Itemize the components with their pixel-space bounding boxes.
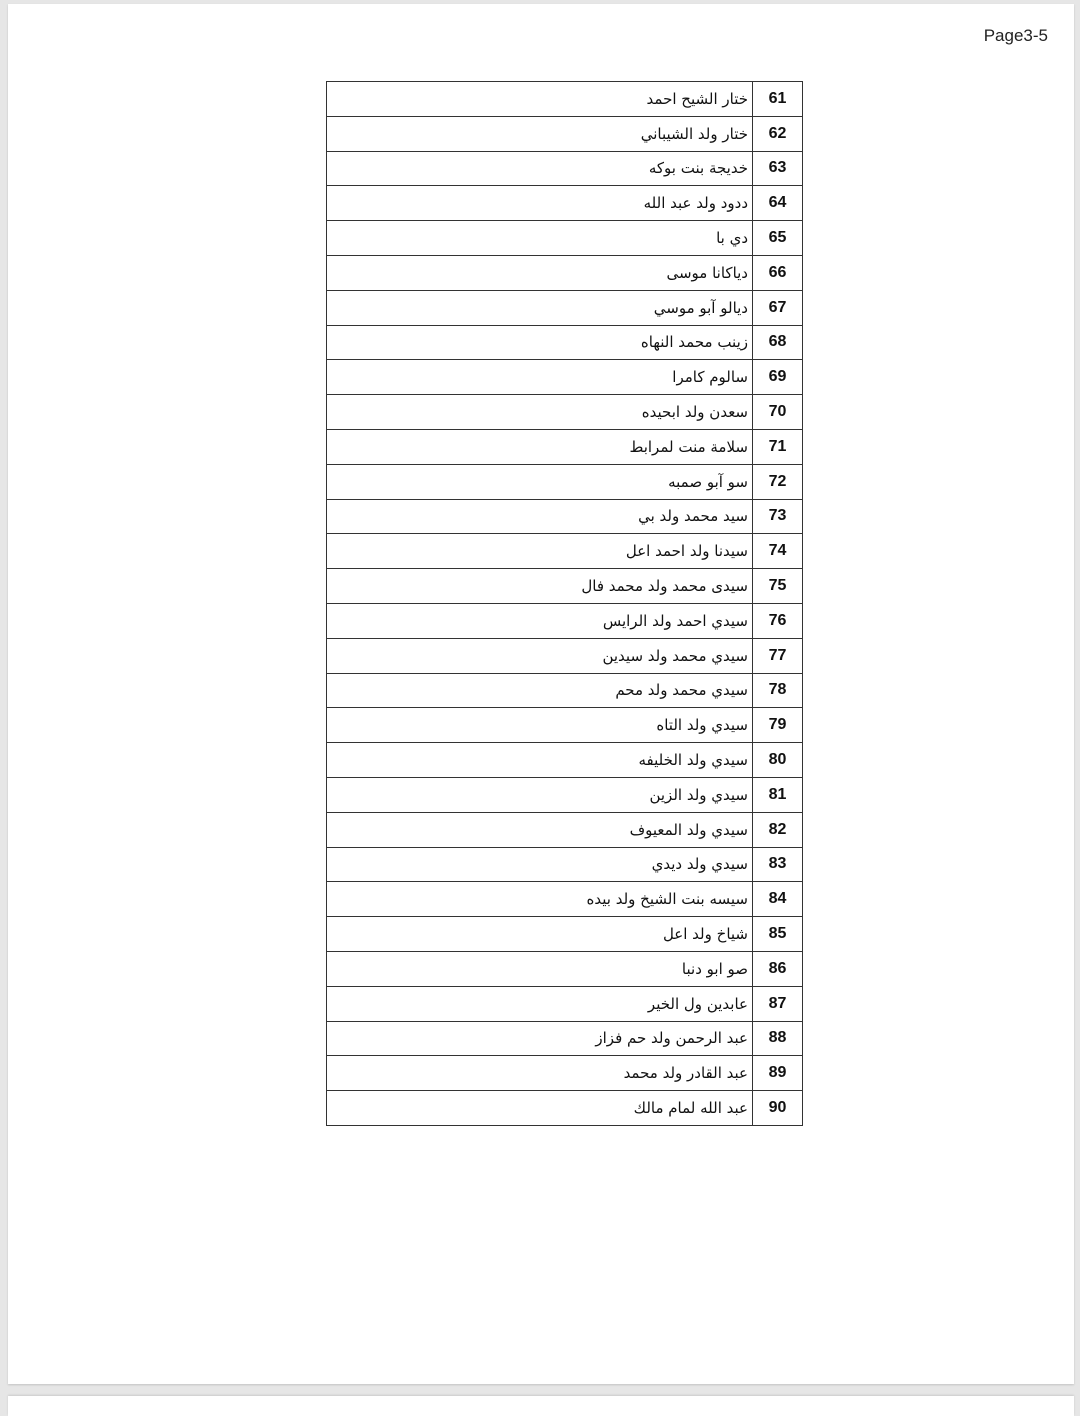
row-number: 73 <box>753 499 803 534</box>
row-number: 69 <box>753 360 803 395</box>
table-row <box>327 1056 803 1091</box>
row-name: ختار الشيح احمد <box>327 82 753 117</box>
row-name: سيد محمد ولد بي <box>327 499 753 534</box>
table-row <box>327 186 803 221</box>
table-row <box>327 638 803 673</box>
row-name: دي با <box>327 221 753 256</box>
next-page-edge <box>8 1396 1074 1416</box>
row-name: سيدي احمد ولد الرايس <box>327 603 753 638</box>
table-row <box>327 360 803 395</box>
document-page <box>8 4 1074 1384</box>
row-name: شياخ ولد اعل <box>327 917 753 952</box>
table-row <box>327 429 803 464</box>
row-name: ختار ولد الشيباني <box>327 116 753 151</box>
table-row <box>327 673 803 708</box>
row-number: 78 <box>753 673 803 708</box>
row-name: عبد الرحمن ولد حم فزاز <box>327 1021 753 1056</box>
row-number: 75 <box>753 569 803 604</box>
row-name: عبد القادر ولد محمد <box>327 1056 753 1091</box>
row-number: 88 <box>753 1021 803 1056</box>
row-name: سيدي محمد ولد سيدين <box>327 638 753 673</box>
row-number: 79 <box>753 708 803 743</box>
row-name: خديجة بنت بوكه <box>327 151 753 186</box>
row-name: سيدى محمد ولد محمد فال <box>327 569 753 604</box>
table-row <box>327 151 803 186</box>
row-name: سيدي ولد ديدي <box>327 847 753 882</box>
row-name: عبد الله لمام مالك <box>327 1091 753 1126</box>
row-number: 62 <box>753 116 803 151</box>
table-row <box>327 82 803 117</box>
row-number: 82 <box>753 812 803 847</box>
row-number: 67 <box>753 290 803 325</box>
row-number: 85 <box>753 917 803 952</box>
table-row <box>327 986 803 1021</box>
row-number: 72 <box>753 464 803 499</box>
names-table <box>326 81 803 1126</box>
row-number: 81 <box>753 777 803 812</box>
row-name: دياكانا موسى <box>327 255 753 290</box>
row-number: 83 <box>753 847 803 882</box>
row-name: عابدين ول الخير <box>327 986 753 1021</box>
row-number: 86 <box>753 951 803 986</box>
row-number: 65 <box>753 221 803 256</box>
row-number: 63 <box>753 151 803 186</box>
table-row <box>327 708 803 743</box>
row-number: 89 <box>753 1056 803 1091</box>
table-row <box>327 325 803 360</box>
row-number: 90 <box>753 1091 803 1126</box>
table-row <box>327 534 803 569</box>
row-number: 76 <box>753 603 803 638</box>
row-name: سعدن ولد ابحيده <box>327 395 753 430</box>
table-row <box>327 116 803 151</box>
row-number: 71 <box>753 429 803 464</box>
table-row <box>327 1021 803 1056</box>
table-row <box>327 603 803 638</box>
row-number: 68 <box>753 325 803 360</box>
row-name: سلامة منت لمرابط <box>327 429 753 464</box>
row-name: سيدي ولد الخليفه <box>327 743 753 778</box>
row-name: سيدي ولد المعيوف <box>327 812 753 847</box>
table-row <box>327 464 803 499</box>
row-number: 84 <box>753 882 803 917</box>
page-number-label: Page3-5 <box>983 26 1048 45</box>
row-number: 64 <box>753 186 803 221</box>
row-name: سيسه بنت الشيخ ولد بيده <box>327 882 753 917</box>
table-row <box>327 951 803 986</box>
row-name: سيدنا ولد احمد اعل <box>327 534 753 569</box>
row-number: 80 <box>753 743 803 778</box>
row-number: 61 <box>753 82 803 117</box>
names-table-body <box>327 82 803 1126</box>
row-name: زينب محمد النهاه <box>327 325 753 360</box>
row-name: ددود ولد عبد الله <box>327 186 753 221</box>
row-name: سيدي ولد الزين <box>327 777 753 812</box>
row-name: سو آبو صمبه <box>327 464 753 499</box>
table-row <box>327 777 803 812</box>
row-name: سيدي ولد التاه <box>327 708 753 743</box>
table-row <box>327 812 803 847</box>
table-row <box>327 882 803 917</box>
row-name: سيدي محمد ولد محم <box>327 673 753 708</box>
table-row <box>327 569 803 604</box>
table-row <box>327 1091 803 1126</box>
row-name: صو ابو دنبا <box>327 951 753 986</box>
table-row <box>327 743 803 778</box>
table-row <box>327 395 803 430</box>
table-row <box>327 917 803 952</box>
row-name: ديالو آبو موسي <box>327 290 753 325</box>
row-number: 77 <box>753 638 803 673</box>
row-number: 66 <box>753 255 803 290</box>
row-number: 74 <box>753 534 803 569</box>
table-row <box>327 847 803 882</box>
row-name: سالوم كامرا <box>327 360 753 395</box>
table-row <box>327 290 803 325</box>
table-row <box>327 255 803 290</box>
row-number: 70 <box>753 395 803 430</box>
table-row <box>327 499 803 534</box>
table-row <box>327 221 803 256</box>
row-number: 87 <box>753 986 803 1021</box>
